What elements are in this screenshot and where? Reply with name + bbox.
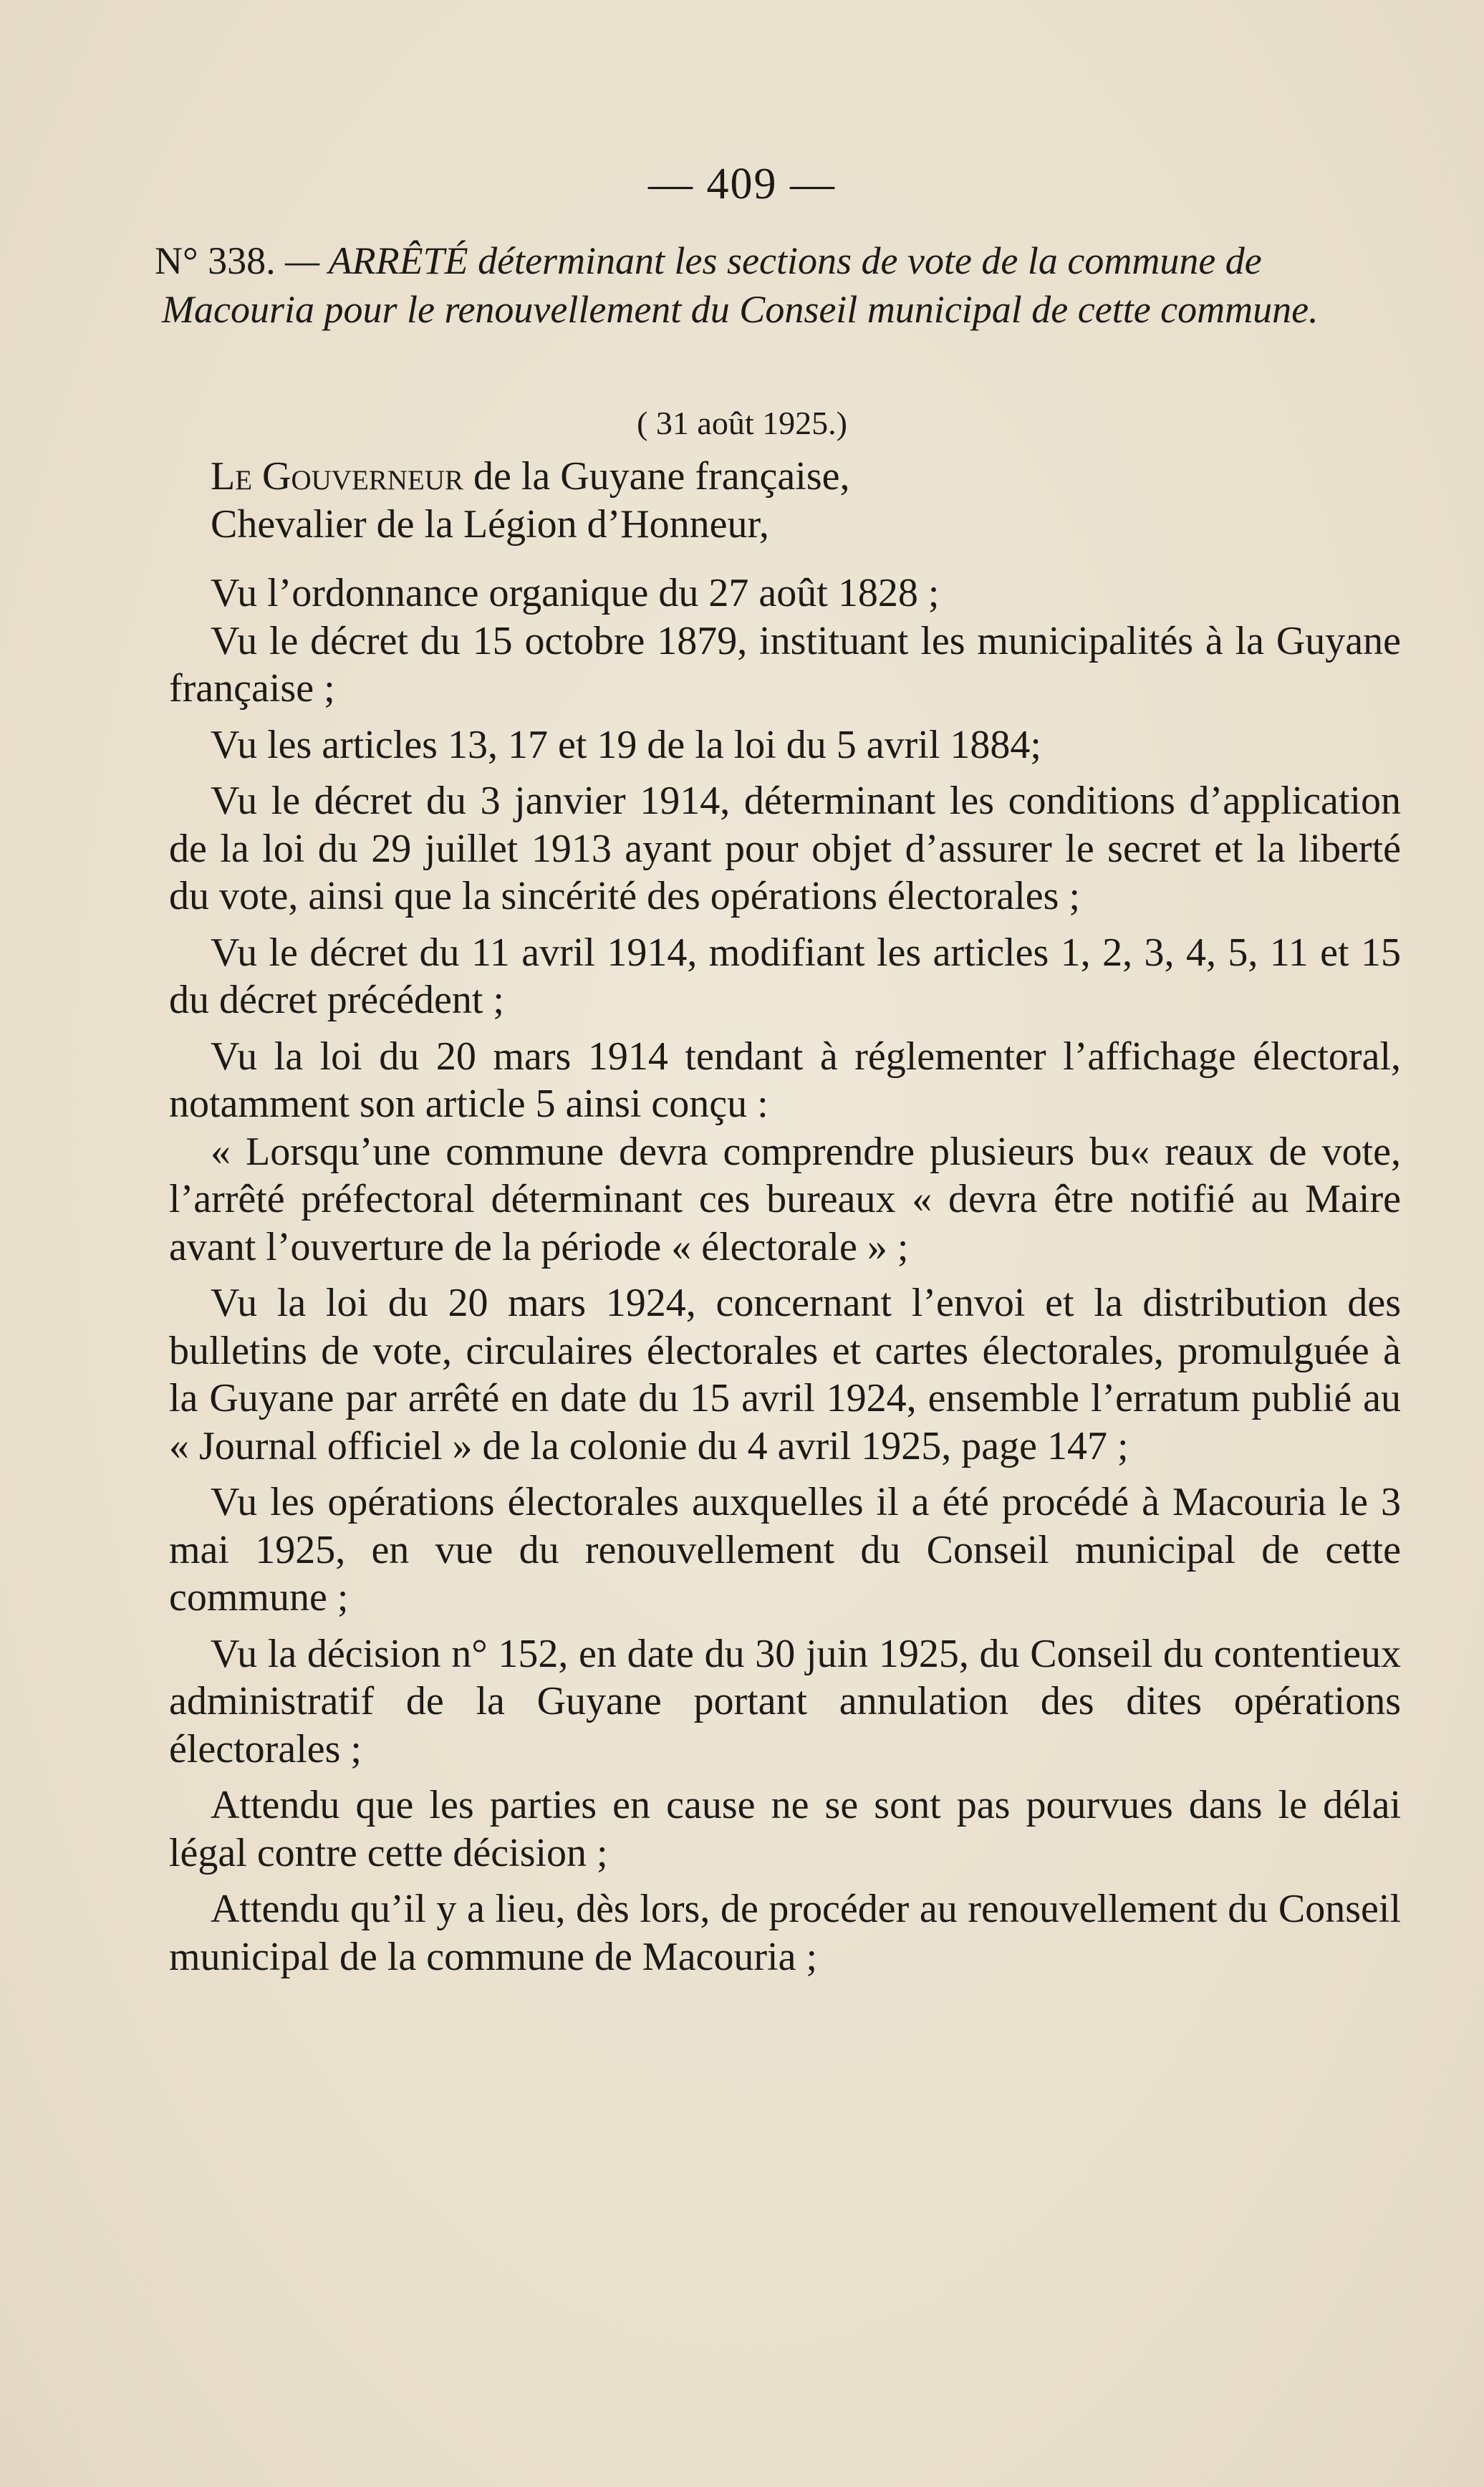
paragraph-decret-1879: Vu le décret du 15 octobre 1879, instituant les municipalités à la Guyane française ; bbox=[169, 618, 1401, 711]
decree-number: N° 338. bbox=[155, 239, 276, 282]
paragraph-operations-electorales: Vu les opérations électorales auxquelles il a été procédé à Macouria le 3 mai 1925, en vue du renouvellement du Conseil municipal de cette commune ; bbox=[169, 1480, 1401, 1620]
paragraph-loi-1924: Vu la loi du 20 mars 1924, concernant l’envoi et la distribution des bulletins de vote, circulaires électorales et cartes électorales, promulguée à la Guyane par arrêté en date du 15 avril 1924, ensemble l’erratum publié au « Journal officiel » de la colonie du 4 avril 1925, page 147 ; bbox=[169, 1281, 1401, 1468]
chevalier-line: Chevalier de la Légion d’Honneur, bbox=[211, 501, 769, 547]
paragraph-loi-1914-affichage: Vu la loi du 20 mars 1914 tendant à réglementer l’affichage électoral, notamment son article 5 ainsi conçu : bbox=[169, 1034, 1401, 1126]
paragraph-decret-1914-janvier: Vu le décret du 3 janvier 1914, déterminant les conditions d’application de la loi du 29 juillet 1913 ayant pour objet d’assurer le secret et la liberté du vote, ainsi que la sincérité des opérations électorales ; bbox=[169, 779, 1401, 918]
decree-title: — ARRÊTÉ déterminant les sections de vote de la commune de Macouria pour le renouvellement du Conseil municipal de cette commune. bbox=[162, 239, 1319, 331]
decree-heading bbox=[155, 236, 1394, 334]
paragraph-attendu-delai: Attendu que les parties en cause ne se sont pas pourvues dans le délai légal contre cette décision ; bbox=[169, 1783, 1401, 1875]
decree-date: ( 31 août 1925.) bbox=[637, 405, 847, 441]
governor-title-rest: de la Guyane française, bbox=[463, 454, 850, 499]
paragraph-ordonnance: Vu l’ordonnance organique du 27 août 1828 ; bbox=[211, 571, 940, 615]
paragraph-decision-152: Vu la décision n° 152, en date du 30 juin 1925, du Conseil du contentieux administratif de la Guyane portant annulation des dites opérations électorales ; bbox=[169, 1631, 1401, 1771]
governor-title: Le Gouverneur bbox=[211, 454, 463, 499]
page-number: — 409 — bbox=[648, 160, 836, 208]
paragraph-attendu-renouvellement: Attendu qu’il y a lieu, dès lors, de procéder au renouvellement du Conseil municipal de la commune de Macouria ; bbox=[169, 1887, 1401, 1979]
paragraph-citation-article-5: « Lorsqu’une commune devra comprendre plusieurs bu« reaux de vote, l’arrêté préfectoral déterminant ces bureaux « devra être notifié au Maire avant l’ouverture de la période « électorale » ; bbox=[169, 1129, 1401, 1269]
decree-body bbox=[169, 453, 1401, 1981]
paragraph-loi-1884: Vu les articles 13, 17 et 19 de la loi du 5 avril 1884; bbox=[211, 722, 1041, 767]
governor-line bbox=[169, 453, 1401, 501]
paragraph-decret-1914-avril: Vu le décret du 11 avril 1914, modifiant les articles 1, 2, 3, 4, 5, 11 et 15 du décret précédent ; bbox=[169, 930, 1401, 1022]
